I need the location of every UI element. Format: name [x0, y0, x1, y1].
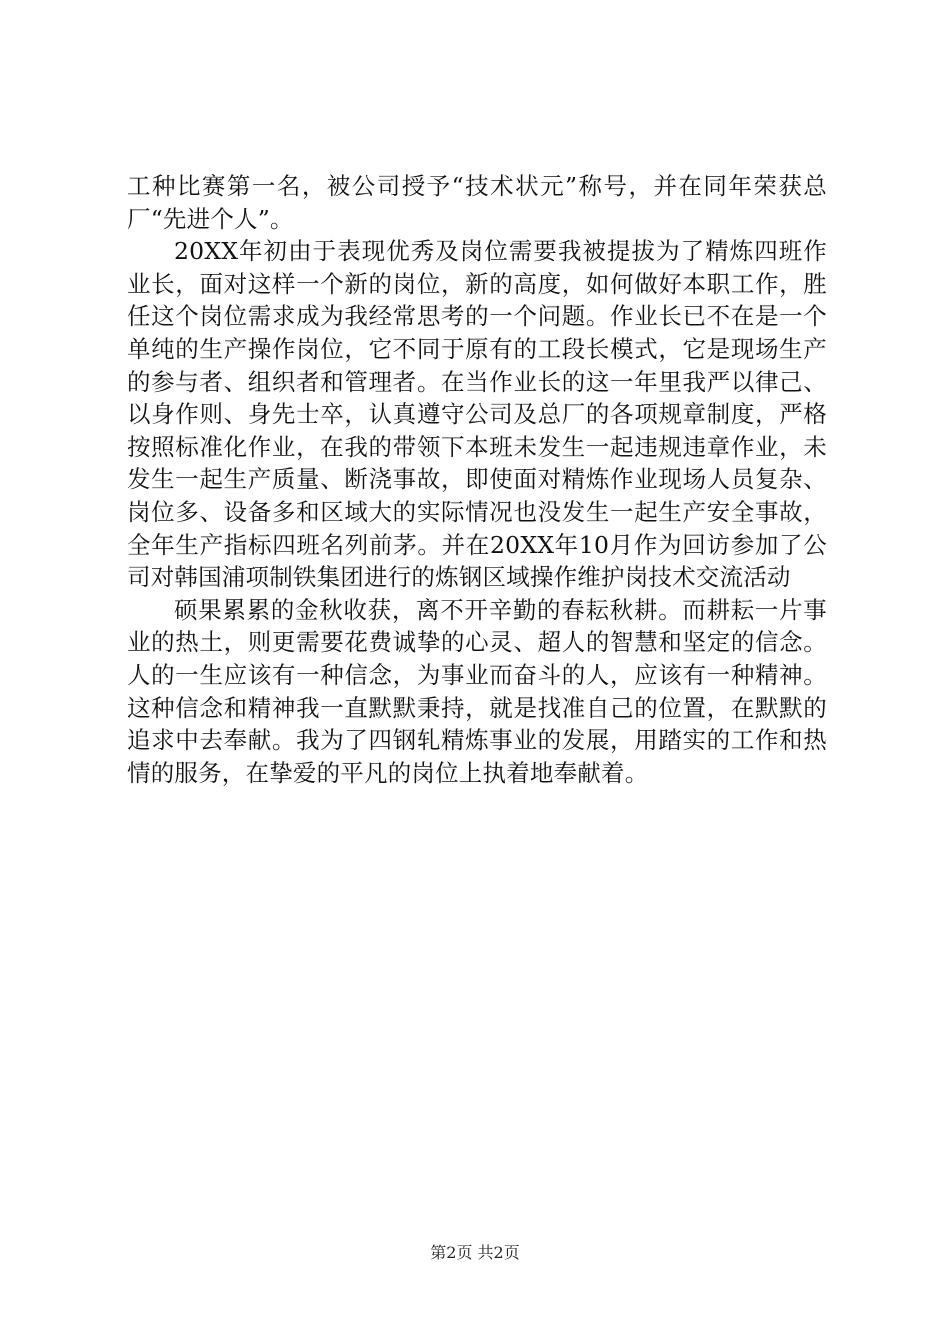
page-footer: 第2页 共2页	[430, 1243, 520, 1262]
document-body	[127, 170, 827, 789]
paragraph-dedication: 硕果累累的金秋收获，离不开辛勤的春耘秋耕。而耕耘一片事业的热土，则更需要花费诚挚的心灵、超人的智慧和坚定的信念。人的一生应该有一种信念，为事业而奋斗的人，应该有一种精神。这种信念和精神我一直默默秉持，就是找准自己的位置，在默默的追求中去奉献。我为了四钢轧精炼事业的发展，用踏实的工作和热情的服务，在挚爱的平凡的岗位上执着地奉献着。	[127, 595, 827, 787]
paragraph-continued: 工种比赛第一名，被公司授予“技术状元”称号，并在同年荣获总厂“先进个人”。	[127, 172, 827, 233]
paragraph-promotion: 20XX年初由于表现优秀及岗位需要我被提拔为了精炼四班作业长，面对这样一个新的岗位，新的高度，如何做好本职工作，胜任这个岗位需求成为我经常思考的一个问题。作业长已不在是一个单纯的生产操作岗位，它不同于原有的工段长模式，它是现场生产的参与者、组织者和管理者。在当作业长的这一年里我严以律己、以身作则、身先士卒，认真遵守公司及总厂的各项规章制度，严格按照标准化作业，在我的带领下本班未发生一起违规违章作业，未发生一起生产质量、断浇事故，即使面对精炼作业现场人员复杂、岗位多、设备多和区域大的实际情况也没发生一起生产安全事故，全年生产指标四班名列前茅。并在20XX年10月作为回访参加了公司对韩国浦项制铁集团进行的炼钢区域操作维护岗技术交流活动	[127, 237, 827, 592]
